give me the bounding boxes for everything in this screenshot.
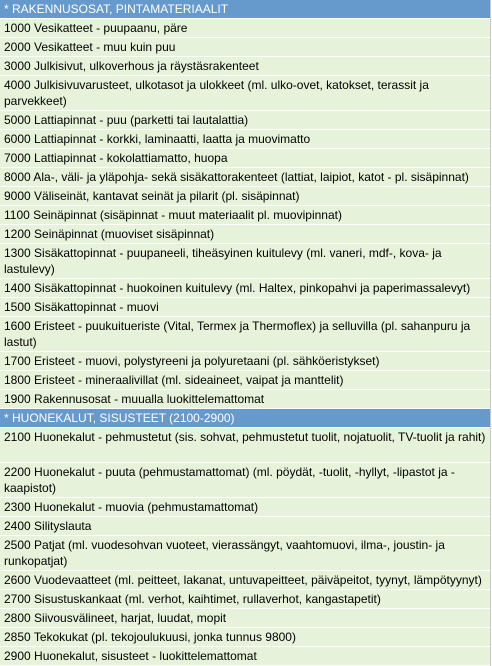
category-list-item[interactable]: 2500 Patjat (ml. vuodesohvan vuoteet, vierassängyt, vaahtomuovi, ilma-, joustin- ja runkopatjat): [0, 536, 490, 571]
category-list-item[interactable]: 1500 Sisäkattopinnat - muovi: [0, 298, 490, 317]
category-list-item[interactable]: 2700 Sisustuskankaat (ml. verhot, kaihtimet, rullaverhot, kangastapetit): [0, 590, 490, 609]
category-list-item[interactable]: 1100 Seinäpinnat (sisäpinnat - muut materiaalit pl. muovipinnat): [0, 206, 490, 225]
category-list-item[interactable]: 2000 Vesikatteet - muu kuin puu: [0, 38, 490, 57]
category-list-item[interactable]: 2200 Huonekalut - puuta (pehmustamattomat) (ml. pöydät, -tuolit, -hyllyt, -lipastot ja -kaapistot): [0, 463, 490, 498]
category-list-item[interactable]: 2600 Vuodevaatteet (ml. peitteet, lakanat, untuvapeitteet, päiväpeitot, tyynyt, lämpötyynyt): [0, 571, 490, 590]
category-list-item[interactable]: 6000 Lattiapinnat - korkki, laminaatti, laatta ja muovimatto: [0, 130, 490, 149]
category-group-header[interactable]: * RAKENNUSOSAT, PINTAMATERIAALIT: [0, 0, 490, 19]
category-group-header[interactable]: * HUONEKALUT, SISUSTEET (2100-2900): [0, 409, 490, 428]
category-list-item[interactable]: 2400 Silityslauta: [0, 517, 490, 536]
category-list-item[interactable]: 1900 Rakennusosat - muualla luokittelemattomat: [0, 390, 490, 409]
category-list-item[interactable]: 1200 Seinäpinnat (muoviset sisäpinnat): [0, 225, 490, 244]
category-list-item[interactable]: 1300 Sisäkattopinnat - puupaneeli, tiheäsyinen kuitulevy (ml. vaneri, mdf-, kova- ja lastulevy): [0, 244, 490, 279]
category-list-item[interactable]: 4000 Julkisivuvarusteet, ulkotasot ja ulokkeet (ml. ulko-ovet, katokset, terassit ja parvekkeet): [0, 76, 490, 111]
category-list-item[interactable]: 1800 Eristeet - mineraalivillat (ml. sideaineet, vaipat ja manttelit): [0, 371, 490, 390]
category-list-item[interactable]: 2900 Huonekalut, sisusteet - luokittelemattomat: [0, 647, 490, 666]
category-list-item[interactable]: 1600 Eristeet - puukuitueriste (Vital, Termex ja Thermoflex) ja selluvilla (pl. sahanpuru ja lastut): [0, 317, 490, 352]
category-list-item[interactable]: 2850 Tekokukat (pl. tekojoulukuusi, jonka tunnus 9800): [0, 628, 490, 647]
category-list-item[interactable]: 3000 Julkisivut, ulkoverhous ja räystäsrakenteet: [0, 57, 490, 76]
category-list-item[interactable]: 2300 Huonekalut - muovia (pehmustamattomat): [0, 498, 490, 517]
category-list-item[interactable]: 2800 Siivousvälineet, harjat, luudat, mopit: [0, 609, 490, 628]
category-list-item[interactable]: 9000 Väliseinät, kantavat seinät ja pilarit (pl. sisäpinnat): [0, 187, 490, 206]
category-list-item[interactable]: 7000 Lattiapinnat - kokolattiamatto, huopa: [0, 149, 490, 168]
category-list-item[interactable]: 8000 Ala-, väli- ja yläpohja- sekä sisäkattorakenteet (lattiat, laipiot, katot - pl. sisäpinnat): [0, 168, 490, 187]
category-list-item[interactable]: 5000 Lattiapinnat - puu (parketti tai lautalattia): [0, 111, 490, 130]
category-list-item[interactable]: 1400 Sisäkattopinnat - huokoinen kuitulevy (ml. Haltex, pinkopahvi ja paperimassalevyt): [0, 279, 490, 298]
category-list-item[interactable]: 1700 Eristeet - muovi, polystyreeni ja polyuretaani (pl. sähköeristykset): [0, 352, 490, 371]
category-list-item[interactable]: 1000 Vesikatteet - puupaanu, päre: [0, 19, 490, 38]
category-list-item[interactable]: 2100 Huonekalut - pehmustetut (sis. sohvat, pehmustetut tuolit, nojatuolit, TV-tuolit ja rahit): [0, 428, 490, 463]
